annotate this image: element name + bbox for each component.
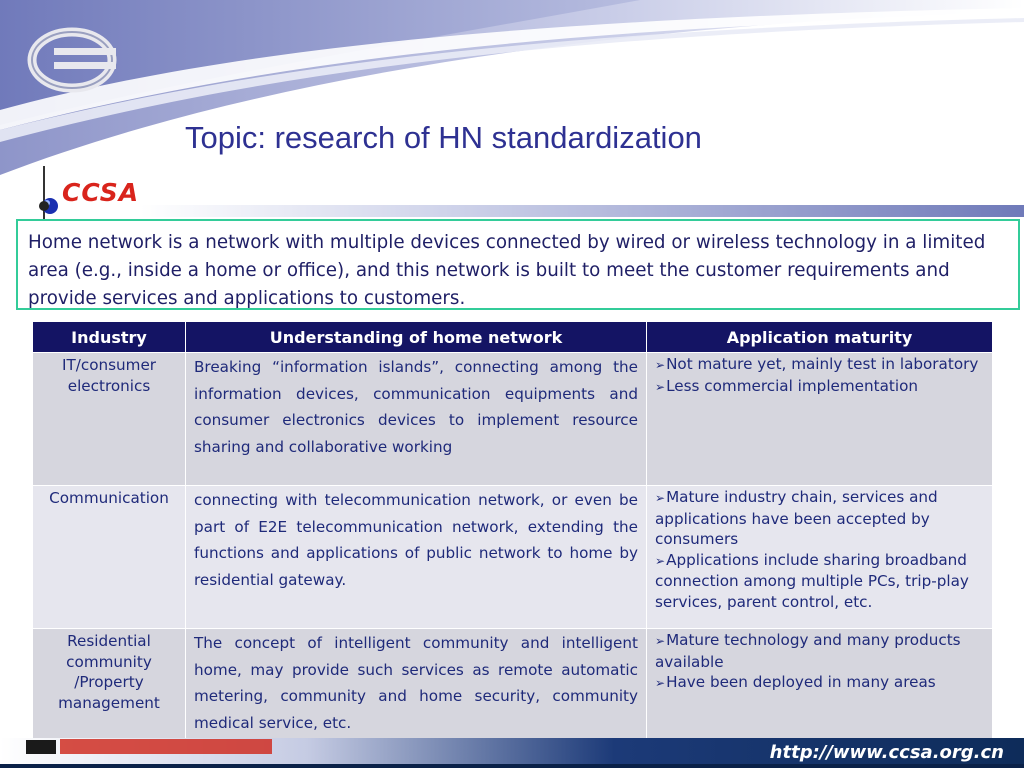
industry-cell: Residential community /Property management bbox=[33, 629, 186, 743]
arrow-bullet-icon: ➢ bbox=[655, 358, 666, 372]
maturity-cell bbox=[647, 629, 993, 743]
header-industry: Industry bbox=[33, 322, 186, 353]
hn-comparison-table bbox=[32, 321, 993, 743]
maturity-bullet: ➢Mature technology and many products available bbox=[655, 631, 961, 671]
understanding-cell: connecting with telecommunication network, or even be part of E2E telecommunication network, extending the functions and applications of public network to home by residential gateway. bbox=[186, 486, 647, 629]
header-understanding: Understanding of home network bbox=[186, 322, 647, 353]
slide-title: Topic: research of HN standardization bbox=[185, 120, 702, 155]
industry-cell: IT/consumer electronics bbox=[33, 353, 186, 486]
understanding-cell: The concept of intelligent community and intelligent home, may provide such services as remote automatic metering, community and home security, community medical service, etc. bbox=[186, 629, 647, 743]
ccsa-e-logo-icon bbox=[24, 26, 120, 94]
definition-box: Home network is a network with multiple devices connected by wired or wireless technology in a limited area (e.g., inside a home or office), and this network is built to meet the customer requirements and provide services and applications to customers. bbox=[16, 219, 1020, 310]
header-maturity: Application maturity bbox=[647, 322, 993, 353]
maturity-bullet: ➢Mature industry chain, services and applications have been accepted by consumers bbox=[655, 488, 938, 548]
table-row bbox=[33, 353, 993, 486]
industry-cell: Communication bbox=[33, 486, 186, 629]
maturity-cell bbox=[647, 353, 993, 486]
arrow-bullet-icon: ➢ bbox=[655, 491, 666, 505]
arrow-bullet-icon: ➢ bbox=[655, 634, 666, 648]
arrow-bullet-icon: ➢ bbox=[655, 379, 666, 394]
maturity-bullet: ➢Not mature yet, mainly test in laboratory bbox=[655, 355, 979, 373]
arrow-bullet-icon: ➢ bbox=[655, 676, 666, 690]
understanding-cell: Breaking “information islands”, connecting among the information devices, communication equipments and consumer electronics devices to implement resource sharing and collaborative working bbox=[186, 353, 647, 486]
maturity-bullet: ➢Have been deployed in many areas bbox=[655, 673, 936, 691]
background-swoosh bbox=[0, 0, 1024, 220]
website-link[interactable]: http://www.ccsa.org.cn bbox=[769, 742, 1004, 763]
maturity-bullet: ➢Less commercial implementation bbox=[655, 376, 918, 395]
maturity-cell bbox=[647, 486, 993, 629]
chinese-org-logo-icon bbox=[26, 736, 276, 758]
table-row bbox=[33, 629, 993, 743]
table-row bbox=[33, 486, 993, 629]
maturity-bullet: ➢Applications include sharing broadband connection among multiple PCs, trip-play services, parent control, etc. bbox=[655, 550, 969, 611]
arrow-bullet-icon: ➢ bbox=[655, 553, 666, 568]
ccsa-brand-text: CCSA bbox=[62, 178, 140, 207]
table-header-row bbox=[33, 322, 993, 353]
